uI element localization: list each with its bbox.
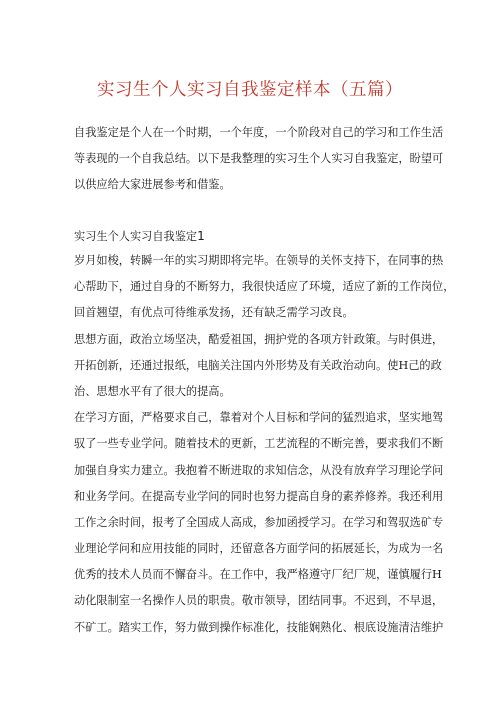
body-line: 不矿工。踏实工作，努力做到操作标准化，技能娴熟化、根底设施清洁维护 xyxy=(74,620,444,634)
body-line: 开拓创新，还通过报纸，电脑关注国内外形势及有关政治动向。使H己的政 xyxy=(74,358,442,372)
body-line: 加强自身实力建立。我抱着不断进取的求知信念，从没有放弃学习理论学问 xyxy=(74,463,444,477)
section-body xyxy=(74,248,455,641)
body-line: 岁月如梭，转瞬一年的实习期即将完毕。在领导的关怀支持下，在同事的热 xyxy=(74,254,444,267)
body-line: 思想方面，政治立场坚决，酷爱祖国，拥护党的各项方针政策。与时俱进， xyxy=(74,332,444,346)
body-line: 动化限制室一名操作人员的职贵。敬市领导，团结同事。不迟到，不早退， xyxy=(74,594,444,608)
intro-line: 自我鉴定是个人在一个时期，一个年度，一个阶段对自己的学习和工作生活 xyxy=(74,126,444,139)
body-line: 心帮助下，通过自身的不断努力，我很快适应了环境，适应了新的工作岗位， xyxy=(74,280,455,294)
intro-line: 等表现的一个自我总结。以下是我整理的实习生个人实习自我鉴定，盼望可 xyxy=(74,152,444,166)
body-line: 和业务学问。在提高专业学问的同时也努力提高自身的素养修养。我还利用 xyxy=(74,489,444,503)
body-line: 驭了一些专业学问。随着技术的更新，工艺流程的不断完善，要求我们不断 xyxy=(74,437,444,451)
document-title: 实习生个人实习自我鉴定样本（五篇） xyxy=(97,80,403,100)
body-line: 优秀的技术人员而不懈奋斗。在工作中，我严格遵守厂纪厂规，谨慎履行H xyxy=(74,568,442,582)
section-heading xyxy=(74,226,205,247)
section-heading-number: 1 xyxy=(197,229,205,243)
body-line: 回首翘望，有优点可待维承发扬，还有缺乏需学习改良。 xyxy=(74,306,354,320)
body-line: 在学习方面，严格要求自己，靠着对个人目标和学问的猛烈追求，坚实地驾 xyxy=(74,411,444,425)
body-line: 治、思想水平有了很大的提高。 xyxy=(74,384,231,398)
body-line: 业理论学问和应用技能的同时，还留意各方面学问的拓展延长，为成为一名 xyxy=(74,542,444,556)
body-line: 工作之余时间，报考了全国成人高成，参加函授学习。在学习和驾驭选矿专 xyxy=(74,515,444,529)
intro-paragraph xyxy=(74,120,444,199)
intro-line: 以供应给大家进展参考和借鉴。 xyxy=(74,178,231,192)
section-heading-text: 实习生个人实习自我鉴定 xyxy=(74,230,198,243)
